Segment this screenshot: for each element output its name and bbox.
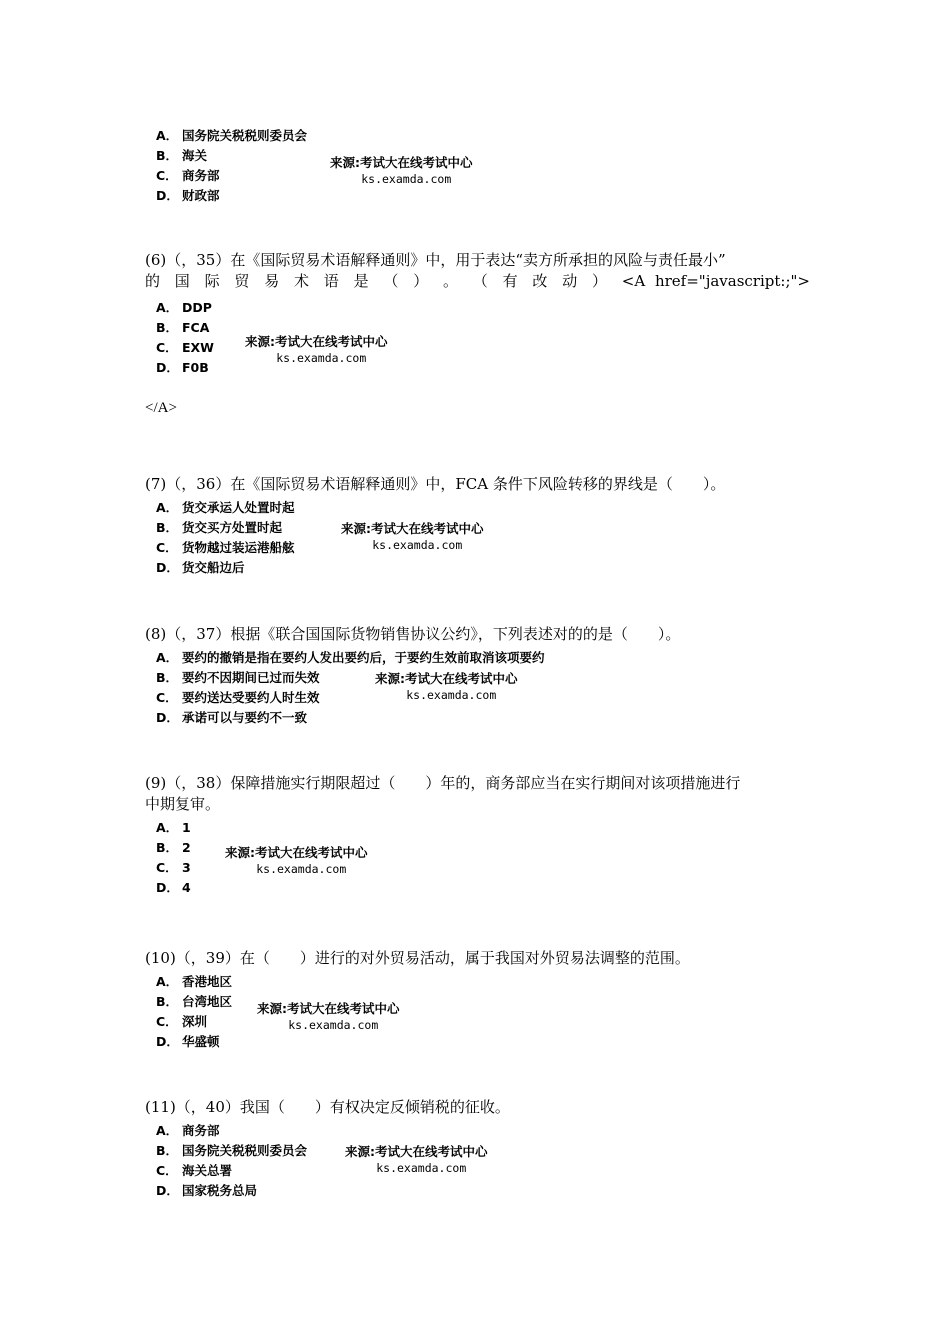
- options-list: [145, 648, 810, 728]
- option-letter: A．: [156, 500, 179, 515]
- source-watermark: [257, 1000, 400, 1034]
- question-text-line1: (9)（，38）保障措施实行期限超过（ ）年的，商务部应当在实行期间对该项措施进行: [145, 774, 741, 792]
- option-letter: B．: [156, 670, 179, 685]
- option-text: 香港地区: [182, 974, 233, 989]
- question-text-line1: (6)（，35）在《国际贸易术语解释通则》中，用于表达“卖方所承担的风险与责任最小”: [145, 251, 726, 269]
- question-text: (7)（，36）在《国际贸易术语解释通则》中，FCA 条件下风险转移的界线是（ ）。: [145, 475, 726, 493]
- watermark-line2: ks.examda.com: [276, 351, 367, 365]
- option-text: 要约的撤销是指在要约人发出要约后，于要约生效前取消该项要约: [182, 650, 545, 665]
- option-text: 海关总署: [182, 1163, 233, 1178]
- question-text-line2: 的 国 际 贸 易 术 语 是 （ ） 。 （ 有 改 动 ） <A href="javascript:;">: [145, 272, 810, 290]
- option-a: [145, 648, 810, 668]
- question-text: (11)（，40）我国（ ）有权决定反倾销税的征收。: [145, 1098, 510, 1116]
- option-b: [145, 992, 810, 1012]
- watermark-line1: 来源:考试大在线考试中心: [257, 1001, 400, 1016]
- option-a: [145, 972, 810, 992]
- watermark-line2: ks.examda.com: [406, 688, 497, 702]
- option-letter: D．: [156, 710, 179, 725]
- watermark-line2: ks.examda.com: [288, 1018, 379, 1032]
- watermark-line2: ks.examda.com: [361, 172, 452, 186]
- option-d: [145, 878, 810, 898]
- option-text: 3: [182, 860, 191, 875]
- option-letter: B．: [156, 520, 179, 535]
- option-b: [145, 146, 810, 166]
- option-letter: C．: [156, 540, 178, 555]
- option-text: 承诺可以与要约不一致: [182, 710, 308, 725]
- option-text: 要约送达受要约人时生效: [182, 690, 320, 705]
- option-letter: C．: [156, 168, 178, 183]
- option-text: DDP: [182, 300, 212, 315]
- option-d: [145, 558, 810, 578]
- option-a: [145, 818, 810, 838]
- option-letter: B．: [156, 1143, 179, 1158]
- option-d: [145, 708, 810, 728]
- option-a: [145, 298, 810, 318]
- option-c: [145, 166, 810, 186]
- watermark-line1: 来源:考试大在线考试中心: [225, 845, 368, 860]
- question-8: [145, 624, 810, 728]
- option-text: 商务部: [182, 1123, 220, 1138]
- option-letter: A．: [156, 974, 179, 989]
- html-closing-tag: </A>: [145, 400, 177, 416]
- option-text: 海关: [182, 148, 208, 163]
- source-watermark: [225, 844, 368, 878]
- source-watermark: [375, 670, 518, 704]
- option-text: 国务院关税税则委员会: [182, 128, 308, 143]
- option-letter: A．: [156, 1123, 179, 1138]
- option-letter: B．: [156, 994, 179, 1009]
- question-text-line2: 中期复审。: [145, 795, 221, 813]
- options-list: [145, 498, 810, 578]
- option-letter: B．: [156, 840, 179, 855]
- option-text: 1: [182, 820, 191, 835]
- options-list: [145, 126, 810, 206]
- option-letter: B．: [156, 148, 179, 163]
- option-text: 国家税务总局: [182, 1183, 258, 1198]
- options-list: [145, 818, 810, 898]
- question-5: [145, 126, 810, 206]
- option-a: [145, 126, 810, 146]
- option-a: [145, 1121, 810, 1141]
- option-text: 国务院关税税则委员会: [182, 1143, 308, 1158]
- option-letter: C．: [156, 690, 178, 705]
- question-11: [145, 1097, 810, 1201]
- option-text: 2: [182, 840, 191, 855]
- option-letter: A．: [156, 300, 179, 315]
- watermark-line1: 来源:考试大在线考试中心: [330, 155, 473, 170]
- question-9: [145, 773, 810, 898]
- option-letter: C．: [156, 1014, 178, 1029]
- option-letter: C．: [156, 1163, 178, 1178]
- watermark-line2: ks.examda.com: [372, 538, 463, 552]
- option-d: [145, 186, 810, 206]
- option-text: 商务部: [182, 168, 220, 183]
- option-letter: D．: [156, 360, 179, 375]
- watermark-line2: ks.examda.com: [256, 862, 347, 876]
- watermark-line1: 来源:考试大在线考试中心: [375, 671, 518, 686]
- option-d: [145, 1032, 810, 1052]
- options-list: [145, 1121, 810, 1201]
- option-text: F0B: [182, 360, 209, 375]
- watermark-line1: 来源:考试大在线考试中心: [345, 1144, 488, 1159]
- option-letter: D．: [156, 880, 179, 895]
- option-letter: C．: [156, 860, 178, 875]
- source-watermark: [341, 520, 484, 554]
- option-letter: D．: [156, 1034, 179, 1049]
- option-text: 深圳: [182, 1014, 208, 1029]
- option-d: [145, 1181, 810, 1201]
- option-letter: A．: [156, 650, 179, 665]
- source-watermark: [245, 333, 388, 367]
- option-c: [145, 1012, 810, 1032]
- option-text: 台湾地区: [182, 994, 233, 1009]
- option-text: 货物越过装运港船舷: [182, 540, 295, 555]
- option-text: 货交船边后: [182, 560, 245, 575]
- option-text: 华盛顿: [182, 1034, 220, 1049]
- option-letter: D．: [156, 560, 179, 575]
- question-10: [145, 948, 810, 1052]
- options-list: [145, 298, 810, 378]
- option-letter: D．: [156, 1183, 179, 1198]
- source-watermark: [345, 1143, 488, 1177]
- question-6: [145, 250, 810, 378]
- option-letter: C．: [156, 340, 178, 355]
- question-text: (8)（，37）根据《联合国国际货物销售协议公约》，下列表述对的的是（ ）。: [145, 625, 681, 643]
- watermark-line2: ks.examda.com: [376, 1161, 467, 1175]
- option-letter: A．: [156, 820, 179, 835]
- option-letter: B．: [156, 320, 179, 335]
- option-letter: D．: [156, 188, 179, 203]
- option-text: 要约不因期间已过而失效: [182, 670, 320, 685]
- options-list: [145, 972, 810, 1052]
- question-7: [145, 474, 810, 578]
- option-text: 货交承运人处置时起: [182, 500, 295, 515]
- option-text: 4: [182, 880, 191, 895]
- watermark-line1: 来源:考试大在线考试中心: [341, 521, 484, 536]
- source-watermark: [330, 154, 473, 188]
- option-text: EXW: [182, 340, 214, 355]
- option-letter: A．: [156, 128, 179, 143]
- option-text: 货交买方处置时起: [182, 520, 283, 535]
- option-a: [145, 498, 810, 518]
- question-text: (10)（，39）在（ ）进行的对外贸易活动，属于我国对外贸易法调整的范围。: [145, 949, 690, 967]
- option-text: 财政部: [182, 188, 220, 203]
- watermark-line1: 来源:考试大在线考试中心: [245, 334, 388, 349]
- option-text: FCA: [182, 320, 210, 335]
